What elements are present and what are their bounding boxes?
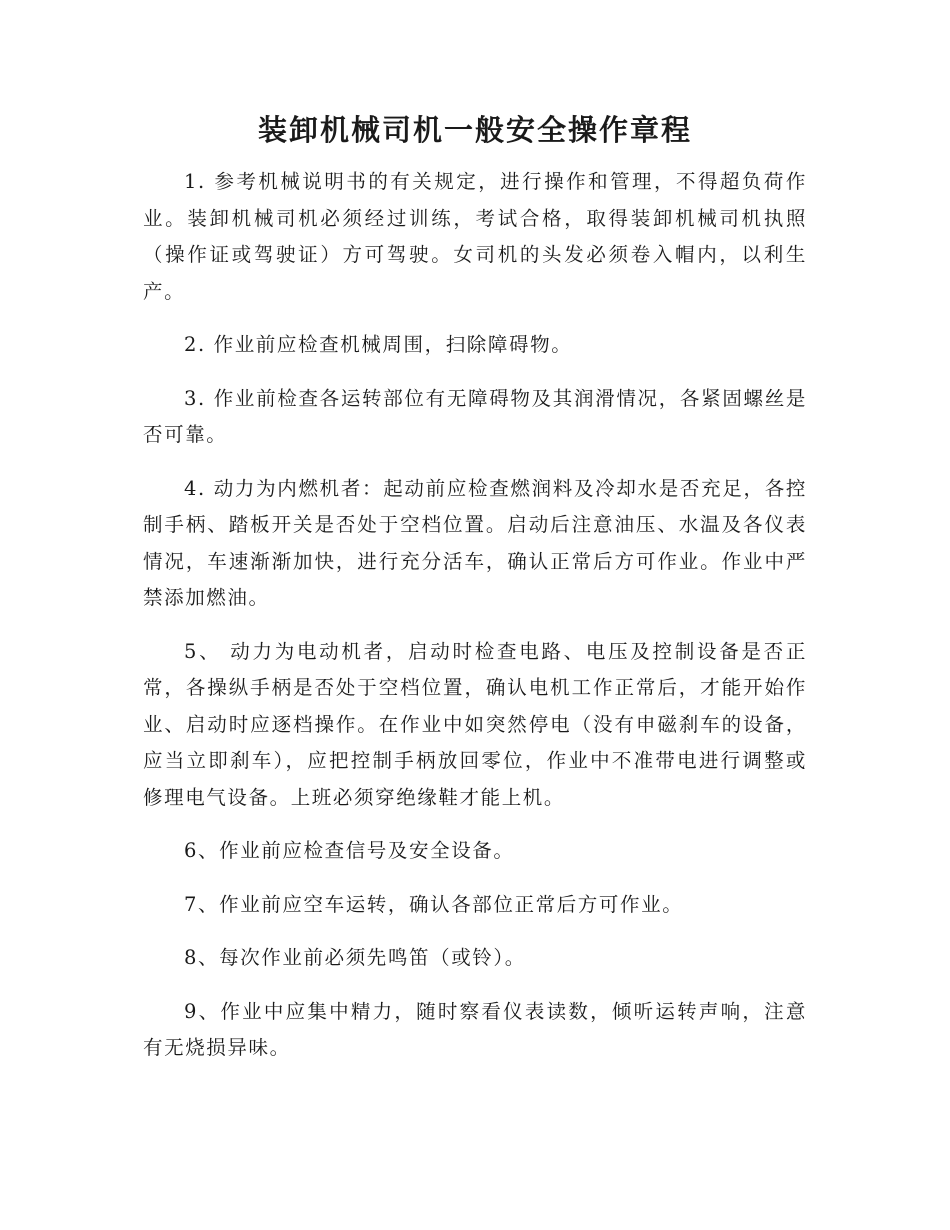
paragraph-3: 3. 作业前检查各运转部位有无障碍物及其润滑情况，各紧固螺丝是否可靠。 <box>143 386 807 446</box>
paragraph-6: 6、作业前应检查信号及安全设备。 <box>184 839 515 862</box>
paragraph-8: 8、每次作业前必须先鸣笛（或铃）。 <box>184 946 526 969</box>
paragraph-1: 1. 参考机械说明书的有关规定，进行操作和管理，不得超负荷作业。装卸机械司机必须经过训练，考试合格，取得装卸机械司机执照（操作证或驾驶证）方可驾驶。女司机的头发必须卷入帽内，以利生产。 <box>143 170 807 303</box>
paragraph-2: 2. 作业前应检查机械周围，扫除障碍物。 <box>184 333 573 356</box>
document-body <box>143 164 807 1084</box>
paragraph-9: 9、作业中应集中精力，随时察看仪表读数，倾听运转声响，注意有无烧损异味。 <box>143 999 807 1059</box>
paragraph-5: 5、 动力为电动机者，启动时检查电路、电压及控制设备是否正常，各操纵手柄是否处于空档位置，确认电机工作正常后，才能开始作业、启动时应逐档操作。在作业中如突然停电（没有申磁刹车的设备，应当立即刹车），应把控制手柄放回零位，作业中不准带电进行调整或修理电气设备。上班必须穿绝缘鞋才能上机。 <box>143 639 807 809</box>
paragraph-4: 4. 动力为内燃机者：起动前应检查燃润料及冷却水是否充足，各控制手柄、踏板开关是否处于空档位置。启动后注意油压、水温及各仪表情况，车速渐渐加快，进行充分活车，确认正常后方可作业。作业中严禁添加燃油。 <box>143 476 807 609</box>
paragraph-7: 7、作业前应空车运转，确认各部位正常后方可作业。 <box>184 892 684 916</box>
document-title: 装卸机械司机一般安全操作章程 <box>257 113 692 147</box>
